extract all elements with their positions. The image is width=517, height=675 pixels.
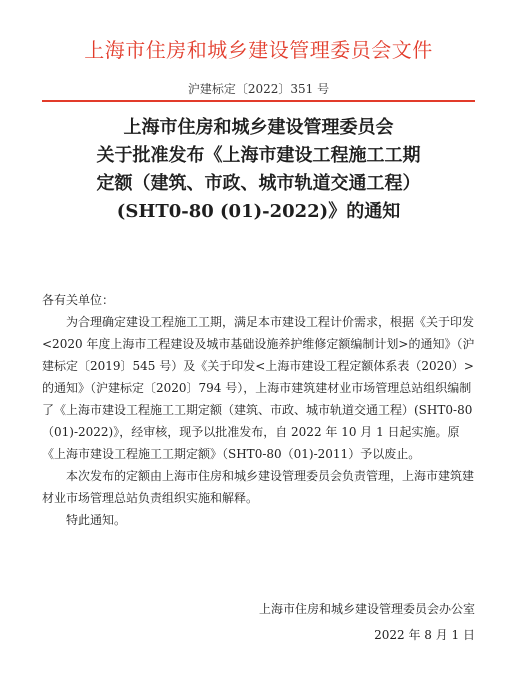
issuing-office: 上海市住房和城乡建设管理委员会办公室 — [258, 602, 475, 616]
issue-date: 2022 年 8 月 1 日 — [374, 628, 475, 642]
salutation: 各有关单位： — [42, 293, 115, 307]
title-line-1: 上海市住房和城乡建设管理委员会 — [123, 117, 394, 138]
body-paragraph-1: 为合理确定建设工程施工工期，满足本市建设工程计价需求，根据《关于印发<2020 年度上海市工程建设及城市基础设施养护维修定额编制计划>的通知》（沪建标定〔2019〕545 号）及《关于印发<上海市建设工程定额体系表（2020）>的通知》（沪建标定〔2020〕794 号），上海市建筑建材业市场管理总站组织编制了《上海市建设工程施工工期定额（建筑、市政、城市轨道交通工程）(SHT0-80（01)-2022)》，经审核，现予以批准发布，自 2022 年 10 月 1 日起实施。原《上海市建设工程施工工期定额》（SHT0-80（01)-2011）予以废止。 — [42, 315, 475, 461]
closing-paragraph: 特此通知。 — [66, 513, 127, 527]
document-title — [0, 114, 517, 226]
red-divider-rule — [42, 100, 475, 102]
title-line-2: 关于批准发布《上海市建设工程施工工期 — [96, 145, 421, 166]
document-number: 沪建标定〔2022〕351 号 — [187, 82, 330, 96]
body-paragraph-2: 本次发布的定额由上海市住房和城乡建设管理委员会负责管理，上海市建筑建材业市场管理总站负责组织实施和解释。 — [42, 469, 475, 505]
title-line-3: 定额（建筑、市政、城市轨道交通工程） — [96, 173, 421, 194]
signature-block — [259, 596, 475, 648]
issuer-masthead: 上海市住房和城乡建设管理委员会文件 — [84, 38, 433, 62]
title-line-4: (SHT0-80 (01)-2022)》的通知 — [116, 201, 401, 222]
document-body — [42, 289, 478, 531]
